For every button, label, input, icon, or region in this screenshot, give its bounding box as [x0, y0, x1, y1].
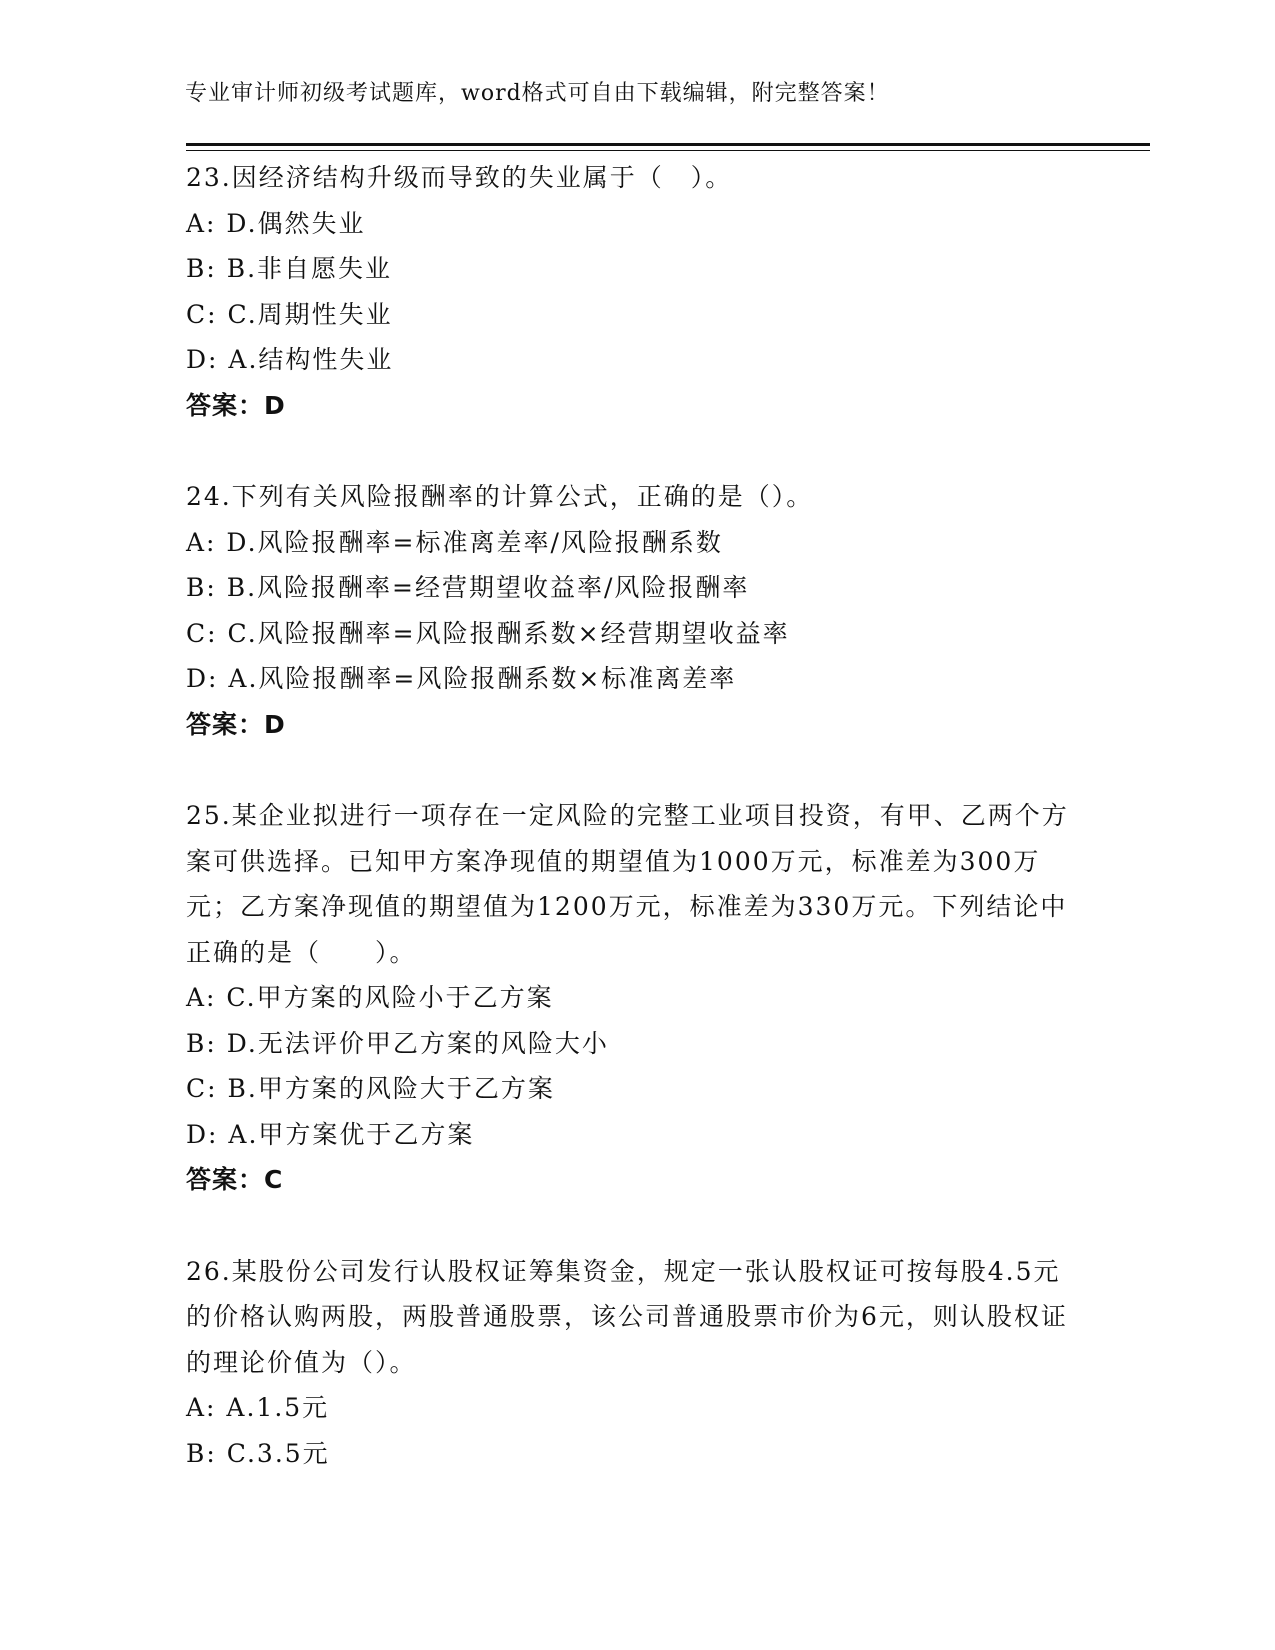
option-b: B: B.风险报酬率=经营期望收益率/风险报酬率 [186, 573, 750, 602]
answer: 答案：C [186, 1165, 284, 1194]
option-a: A: D.偶然失业 [186, 208, 366, 238]
option-b: B: B.非自愿失业 [186, 254, 393, 283]
question-list [186, 155, 1086, 1476]
answer: 答案：D [186, 709, 286, 739]
question-26 [186, 1249, 1086, 1477]
option-c: C: B.甲方案的风险大于乙方案 [186, 1074, 555, 1103]
option-b: B: D.无法评价甲乙方案的风险大小 [186, 1028, 609, 1058]
option-a: A: C.甲方案的风险小于乙方案 [186, 983, 554, 1012]
option-d: D: A.甲方案优于乙方案 [186, 1119, 475, 1149]
option-a: A: A.1.5元 [186, 1393, 330, 1422]
question-stem: 23.因经济结构升级而导致的失业属于（ ）。 [186, 163, 733, 192]
question-23 [186, 155, 1086, 428]
question-stem: 24.下列有关风险报酬率的计算公式，正确的是（）。 [186, 482, 814, 511]
option-a: A: D.风险报酬率=标准离差率/风险报酬系数 [186, 527, 723, 557]
document-header: 专业审计师初级考试题库，word格式可自由下载编辑，附完整答案！ [185, 81, 890, 106]
header-rule-thin [186, 150, 1150, 151]
question-24 [186, 474, 1086, 747]
question-stem: 26.某股份公司发行认股权证筹集资金，规定一张认股权证可按每股4.5元的价格认购两股，两股普通股票，该公司普通股票市价为6元，则认股权证的理论价值为（）。 [186, 1256, 1068, 1377]
question-25 [186, 793, 1086, 1203]
question-stem: 25.某企业拟进行一项存在一定风险的完整工业项目投资，有甲、乙两个方案可供选择。已知甲方案净现值的期望值为1000万元，标准差为300万元；乙方案净现值的期望值为1200万元，标准差为330万元。下列结论中正确的是（ ）。 [186, 801, 1069, 967]
answer: 答案：D [186, 390, 286, 420]
option-d: D: A.结构性失业 [186, 345, 394, 374]
header-rule-thick [186, 143, 1150, 146]
option-c: C: C.风险报酬率=风险报酬系数×经营期望收益率 [186, 618, 790, 648]
option-b: B: C.3.5元 [186, 1438, 330, 1468]
option-c: C: C.周期性失业 [186, 299, 393, 329]
option-d: D: A.风险报酬率=风险报酬系数×标准离差率 [186, 664, 737, 693]
